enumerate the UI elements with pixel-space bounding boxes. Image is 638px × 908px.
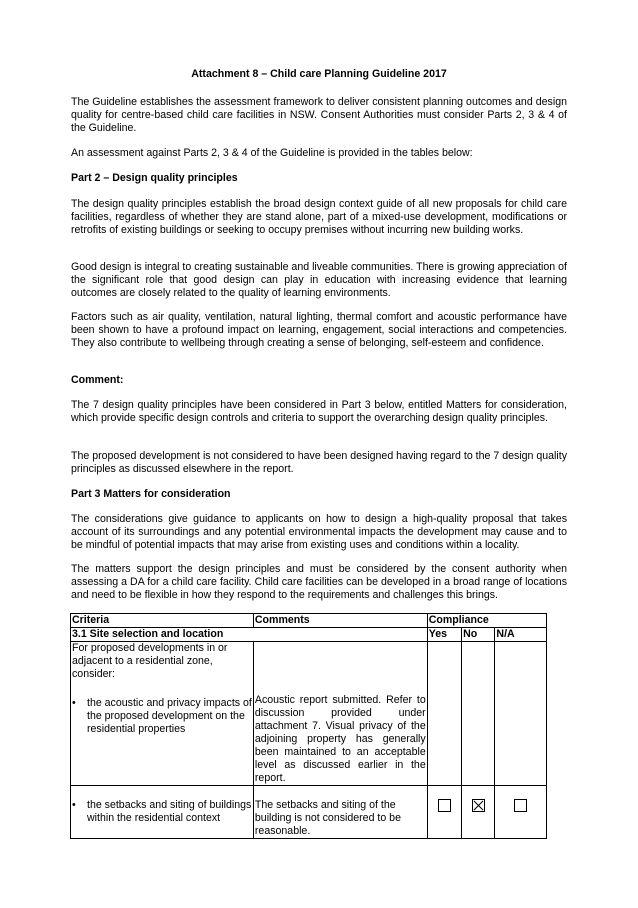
criteria-bullet <box>72 697 252 736</box>
section-title: 3.1 Site selection and location <box>71 628 428 642</box>
comment-paragraph-2: The proposed development is not considered to have been designed having regard to the 7 design quality principles as discussed elsewhere in the report. <box>71 450 567 475</box>
criteria-bullet <box>72 799 252 825</box>
criteria-text: the acoustic and privacy impacts of the proposed development on the residential properties <box>87 697 252 735</box>
criteria-cell <box>71 786 254 839</box>
comment-heading: Comment: <box>71 374 124 386</box>
criteria-text: the setbacks and siting of buildings within the residential context <box>87 799 252 824</box>
bullet-mark: • <box>72 799 76 811</box>
part3-paragraph-2: The matters support the design principles and must be considered by the consent authority when assessing a DA for a child care facility. Child care facilities can be developed in a broad range of locations and need to be flexible in how they respond to the requirements and challenges this brings. <box>71 563 567 601</box>
table-row <box>71 786 547 839</box>
no-checkbox-checked[interactable] <box>472 799 485 812</box>
na-cell <box>495 786 547 839</box>
yes-header: Yes <box>427 628 461 642</box>
part3-heading: Part 3 Matters for consideration <box>71 488 231 500</box>
bullet-mark: • <box>72 697 76 709</box>
intro-paragraph-2: An assessment against Parts 2, 3 & 4 of the Guideline is provided in the tables below: <box>71 147 473 159</box>
yes-cell <box>427 642 461 786</box>
na-cell <box>495 642 547 786</box>
compliance-header: Compliance <box>427 614 546 628</box>
no-cell <box>462 786 495 839</box>
criteria-cell <box>71 642 254 786</box>
na-checkbox[interactable] <box>514 799 527 812</box>
comment-cell <box>253 642 427 786</box>
table-header-row <box>71 614 547 628</box>
yes-cell <box>427 786 461 839</box>
no-header: No <box>462 628 495 642</box>
comment-text: The setbacks and siting of the building is not considered to be reasonable. <box>254 799 401 837</box>
part2-paragraph-1: The design quality principles establish the broad design context guide of all new proposals for child care facilities, regardless of whether they are stand alone, part of a mixed-use development, modifications or retrofits of existing buildings or seeking to occupy premises without incurring new building works. <box>71 198 567 236</box>
table-row <box>71 642 547 786</box>
section-row <box>71 628 547 642</box>
document-title: Attachment 8 – Child care Planning Guideline 2017 <box>191 68 447 80</box>
criteria-header: Criteria <box>71 614 254 628</box>
part2-paragraph-2: Good design is integral to creating sustainable and liveable communities. There is growing appreciation of the significant role that good design can play in education with increasing evidence that learning outcomes are closely related to the quality of learning environments. <box>71 261 567 299</box>
compliance-table <box>70 613 547 839</box>
na-header: N/A <box>495 628 547 642</box>
comment-paragraph-1: The 7 design quality principles have been considered in Part 3 below, entitled Matters for consideration, which provide specific design controls and criteria to support the overarching design quality principles. <box>71 399 567 424</box>
criteria-intro: For proposed developments in or adjacent to a residential zone, consider: <box>72 642 228 680</box>
part2-paragraph-3: Factors such as air quality, ventilation, natural lighting, thermal comfort and acoustic performance have been shown to have a profound impact on learning, engagement, social interactions and competencies. They also contribute to wellbeing through creating a sense of belonging, self-esteem and confidence. <box>71 311 567 349</box>
part2-heading: Part 2 – Design quality principles <box>71 172 238 184</box>
comment-text: Acoustic report submitted. Refer to discussion provided under attachment 7. Visual privacy of the adjoining property has generally been maintained to an acceptable level as discussed earlier in the report. <box>254 694 426 784</box>
comment-cell <box>253 786 427 839</box>
comments-header: Comments <box>253 614 427 628</box>
intro-paragraph: The Guideline establishes the assessment framework to deliver consistent planning outcomes and design quality for centre-based child care facilities in NSW. Consent Authorities must consider Parts 2, 3 & 4 of the Guideline. <box>71 96 567 134</box>
yes-checkbox[interactable] <box>438 799 451 812</box>
part3-paragraph-1: The considerations give guidance to applicants on how to design a high-quality proposal that takes account of its surroundings and any potential environmental impacts the development may cause and to be mindful of potential impacts that may arise from existing uses and conditions within a locality. <box>71 513 567 551</box>
no-cell <box>462 642 495 786</box>
